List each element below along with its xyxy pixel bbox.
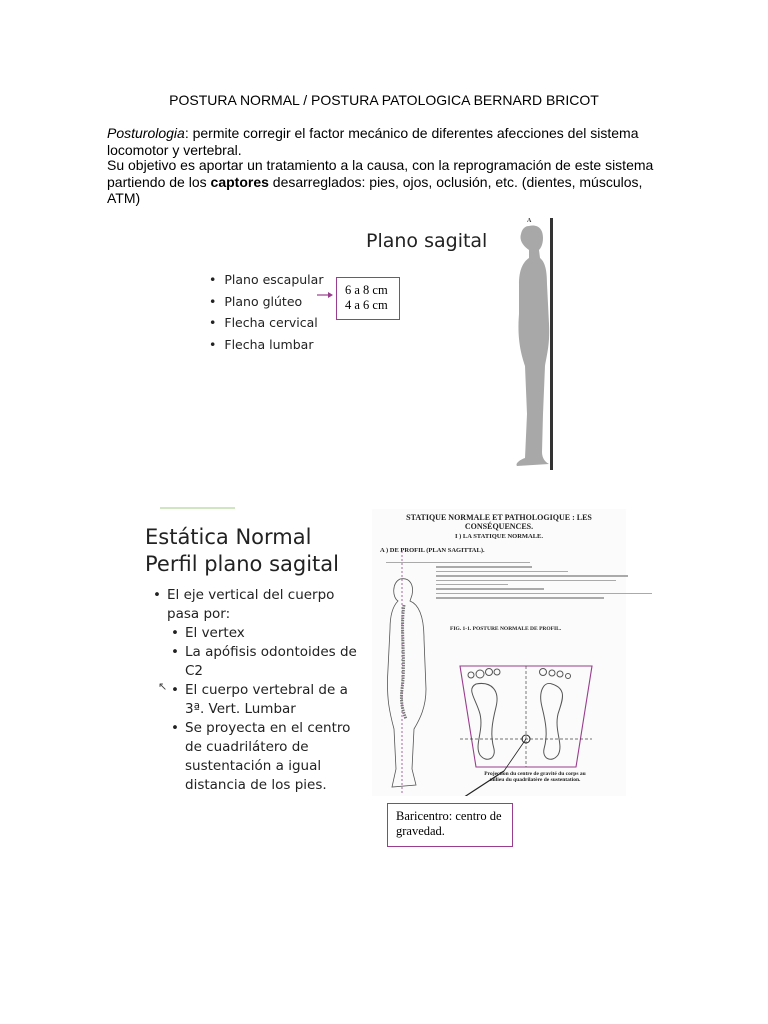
intro-rest: : permite corregir el factor mecánico de diferentes afecciones del sistema locomotor y vertebral. — [107, 125, 639, 158]
document-title: POSTURA NORMAL / POSTURA PATOLOGICA BERNARD BRICOT — [169, 92, 599, 108]
list-item: • El cuerpo vertebral de a 3ª. Vert. Lumbar — [153, 681, 370, 719]
list-item: • La apófisis odontoides de C2 — [153, 643, 370, 681]
slide1-list — [209, 272, 323, 358]
list-item: • Flecha cervical — [209, 315, 323, 337]
posture-diagram — [372, 509, 626, 796]
scan-figure-caption: FIG. 1-1. POSTURE NORMALE DE PROFIL. — [450, 626, 562, 632]
list-item: • Se proyecta en el centro de cuadrilátero de sustentación a igual distancia de los pies. — [153, 719, 370, 795]
slide2-text — [145, 524, 370, 795]
slide1-title: Plano sagital — [366, 230, 488, 252]
slide-plano-sagital — [209, 212, 558, 470]
measurement-line-1: 6 a 8 cm — [345, 283, 388, 297]
mouse-cursor-icon: ↖ — [158, 681, 168, 693]
standing-profile-figure — [507, 214, 558, 470]
divider — [160, 507, 235, 509]
list-item: • Plano escapular — [209, 272, 323, 294]
measurement-line-2: 4 a 6 cm — [345, 298, 388, 312]
posturologia-term: Posturologia — [107, 125, 185, 141]
intro-paragraph — [107, 125, 667, 158]
scan-title: STATIQUE NORMALE ET PATHOLOGIQUE : LES CONSÉQUENCES. — [406, 513, 592, 531]
scanned-figure — [372, 509, 626, 796]
slide2-heading-2: Perfil plano sagital — [145, 552, 339, 576]
arrow-right-icon — [317, 290, 333, 300]
list-item: • El eje vertical del cuerpo pasa por: — [153, 586, 370, 624]
measurement-box — [336, 277, 400, 320]
list-item: • El vertex — [153, 624, 370, 643]
captores-term: captores — [210, 173, 269, 190]
list-item: • Flecha lumbar — [209, 337, 323, 359]
list-item: • Plano glúteo — [209, 294, 323, 316]
objective-paragraph — [107, 157, 667, 207]
scan-section: I ) LA STATIQUE NORMALE. — [454, 533, 544, 540]
figure-label: A — [527, 218, 532, 224]
objective-after: desarreglados: pies, ojos, oclusión, etc. (dientes, músculos, ATM) — [107, 173, 643, 206]
scan-projection-note: Projection du centre de gravité du corps au milieu du quadrilatère de sustentation. — [484, 771, 586, 783]
slide2-heading-1: Estática Normal — [145, 525, 312, 549]
slide2-list — [153, 586, 370, 795]
objective-before: Su objetivo es aportar un tratamiento a la causa, con la reprogramación de este sistema partiendo de los — [107, 157, 654, 190]
baricentro-callout: Baricentro: centro de gravedad. — [387, 803, 513, 847]
scan-subsection: A ) DE PROFIL (PLAN SAGITTAL). — [380, 547, 485, 554]
